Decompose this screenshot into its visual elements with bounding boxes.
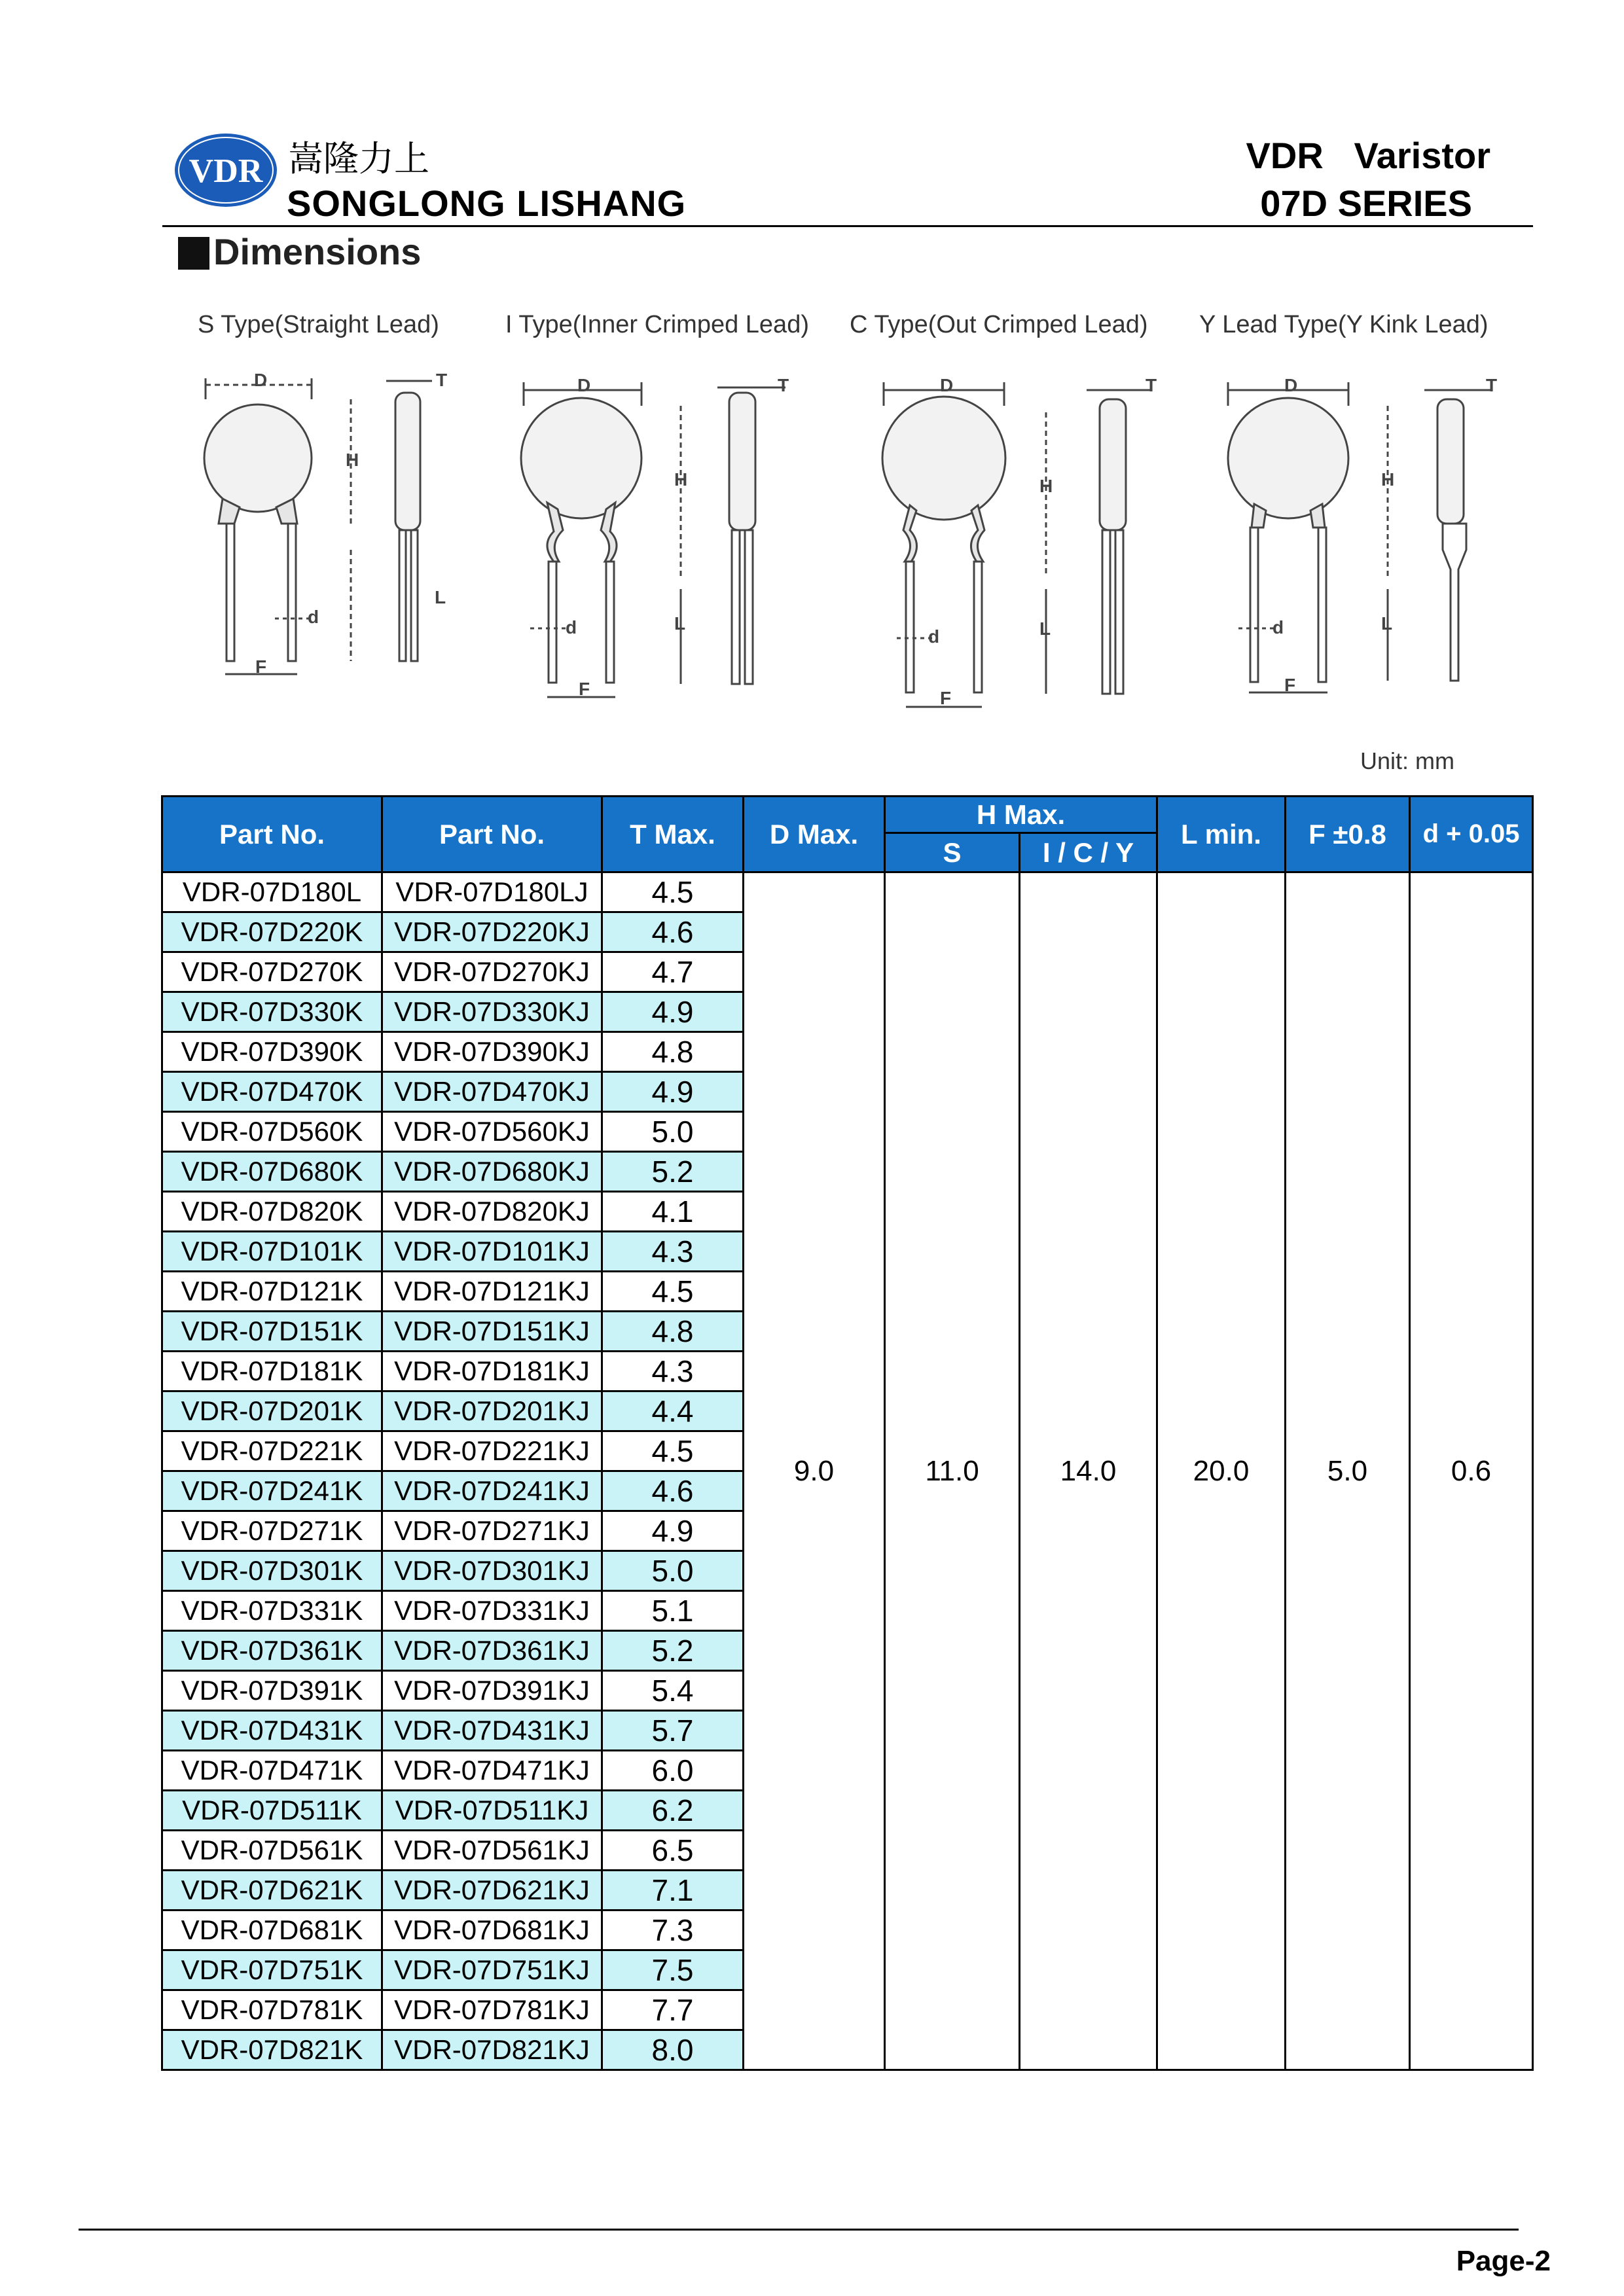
table-row [162,872,1533,912]
section-title: Dimensions [213,231,422,272]
company-name-en: SONGLONG LISHANG [287,183,687,224]
t-max-cell: 4.6 [602,912,744,952]
part-no-cell: VDR-07D561K [162,1831,382,1871]
part-no-j-cell: VDR-07D821KJ [382,2030,602,2070]
part-no-cell: VDR-07D680K [162,1152,382,1192]
i-type-drawing [521,382,785,697]
t-max-cell: 4.3 [602,1352,744,1391]
t-max-cell: 5.2 [602,1631,744,1671]
t-max-cell: 6.2 [602,1791,744,1831]
dim-d-c: D [940,375,954,395]
dim-dd-y: d [1272,617,1284,637]
header-rule [162,225,1533,227]
type-label-i: I Type(Inner Crimped Lead) [505,311,809,338]
t-max-cell: 5.1 [602,1591,744,1631]
t-max-cell: 4.3 [602,1232,744,1272]
part-no-cell: VDR-07D181K [162,1352,382,1391]
part-no-j-cell: VDR-07D241KJ [382,1471,602,1511]
company-name-cn: 嵩隆力上 [288,138,429,179]
part-no-j-cell: VDR-07D180LJ [382,872,602,912]
header-l-min: L min. [1157,797,1286,872]
spec-table [161,795,1534,2071]
part-no-cell: VDR-07D270K [162,952,382,992]
t-max-cell: 6.0 [602,1751,744,1791]
unit-label: Unit: mm [1360,747,1454,774]
part-no-j-cell: VDR-07D511KJ [382,1791,602,1831]
dim-f-i: F [579,679,590,699]
t-max-cell: 4.1 [602,1192,744,1232]
t-max-cell: 8.0 [602,2030,744,2070]
dim-f-c: F [940,688,952,708]
part-no-j-cell: VDR-07D391KJ [382,1671,602,1711]
part-no-j-cell: VDR-07D181KJ [382,1352,602,1391]
t-max-cell: 4.6 [602,1471,744,1511]
header-h-max: H Max. [885,797,1157,833]
section-marker-icon [178,237,209,270]
t-max-cell: 7.1 [602,1871,744,1910]
part-no-cell: VDR-07D220K [162,912,382,952]
t-max-cell: 4.5 [602,1431,744,1471]
part-no-j-cell: VDR-07D820KJ [382,1192,602,1232]
part-no-j-cell: VDR-07D361KJ [382,1631,602,1671]
part-no-j-cell: VDR-07D680KJ [382,1152,602,1192]
footer-rule [79,2229,1519,2231]
s-type-drawing [204,378,432,674]
part-no-cell: VDR-07D271K [162,1511,382,1551]
part-no-cell: VDR-07D470K [162,1072,382,1112]
t-max-cell: 4.9 [602,1072,744,1112]
part-no-j-cell: VDR-07D331KJ [382,1591,602,1631]
t-max-cell: 4.5 [602,1272,744,1312]
page-number: Page-2 [1456,2245,1551,2277]
part-no-j-cell: VDR-07D330KJ [382,992,602,1032]
part-no-j-cell: VDR-07D121KJ [382,1272,602,1312]
part-no-cell: VDR-07D101K [162,1232,382,1272]
t-max-cell: 4.7 [602,952,744,992]
dim-f-s: F [255,656,267,677]
part-no-cell: VDR-07D391K [162,1671,382,1711]
common-l-min-cell: 20.0 [1157,872,1286,2070]
c-type-drawing [882,382,1152,707]
logo-text: VDR [189,152,263,190]
part-no-cell: VDR-07D511K [162,1791,382,1831]
part-no-cell: VDR-07D431K [162,1711,382,1751]
common-d-wire-cell: 0.6 [1410,872,1533,2070]
part-no-j-cell: VDR-07D220KJ [382,912,602,952]
part-no-j-cell: VDR-07D431KJ [382,1711,602,1751]
t-max-cell: 4.8 [602,1032,744,1072]
dim-dd-i: d [566,617,577,637]
dim-l-s: L [435,587,446,607]
part-no-cell: VDR-07D361K [162,1631,382,1671]
dim-t-y: T [1486,375,1498,395]
t-max-cell: 5.0 [602,1551,744,1591]
t-max-cell: 4.8 [602,1312,744,1352]
dim-l-c: L [1039,619,1051,639]
header-h-icy: I / C / Y [1020,833,1157,872]
part-no-cell: VDR-07D681K [162,1910,382,1950]
type-label-y: Y Lead Type(Y Kink Lead) [1199,311,1489,338]
t-max-cell: 6.5 [602,1831,744,1871]
part-no-j-cell: VDR-07D101KJ [382,1232,602,1272]
part-no-j-cell: VDR-07D301KJ [382,1551,602,1591]
part-no-j-cell: VDR-07D221KJ [382,1431,602,1471]
dim-d-s: D [254,370,268,390]
part-no-j-cell: VDR-07D201KJ [382,1391,602,1431]
part-no-j-cell: VDR-07D621KJ [382,1871,602,1910]
dim-d-i: D [577,375,591,395]
part-no-cell: VDR-07D821K [162,2030,382,2070]
part-no-j-cell: VDR-07D151KJ [382,1312,602,1352]
part-no-cell: VDR-07D751K [162,1950,382,1990]
common-f-cell: 5.0 [1286,872,1410,2070]
header-d-wire: d + 0.05 [1410,797,1533,872]
header-part-no-2: Part No. [382,797,602,872]
doc-title: VDR Varistor [1246,135,1490,176]
part-no-cell: VDR-07D390K [162,1032,382,1072]
common-h-icy-cell: 14.0 [1020,872,1157,2070]
part-no-j-cell: VDR-07D470KJ [382,1072,602,1112]
doc-series: 07D SERIES [1260,183,1472,224]
dim-t-i: T [778,375,789,395]
t-max-cell: 4.9 [602,1511,744,1551]
part-no-j-cell: VDR-07D471KJ [382,1751,602,1791]
part-no-cell: VDR-07D471K [162,1751,382,1791]
part-no-cell: VDR-07D180L [162,872,382,912]
part-no-cell: VDR-07D151K [162,1312,382,1352]
dim-dd-s: d [308,607,319,627]
dim-h-s: H [346,450,359,470]
t-max-cell: 7.7 [602,1990,744,2030]
header-f: F ±0.8 [1286,797,1410,872]
dim-l-y: L [1381,613,1393,634]
header-t-max: T Max. [602,797,744,872]
common-d-max-cell: 9.0 [744,872,885,2070]
t-max-cell: 7.5 [602,1950,744,1990]
t-max-cell: 4.5 [602,872,744,912]
t-max-cell: 5.0 [602,1112,744,1152]
part-no-cell: VDR-07D560K [162,1112,382,1152]
part-no-j-cell: VDR-07D390KJ [382,1032,602,1072]
type-label-c: C Type(Out Crimped Lead) [850,311,1148,338]
header-h-s: S [885,833,1020,872]
dim-dd-c: d [928,626,940,647]
header-part-no-1: Part No. [162,797,382,872]
part-no-j-cell: VDR-07D560KJ [382,1112,602,1152]
t-max-cell: 5.2 [602,1152,744,1192]
t-max-cell: 5.7 [602,1711,744,1751]
t-max-cell: 4.4 [602,1391,744,1431]
t-max-cell: 7.3 [602,1910,744,1950]
dim-t-c: T [1146,375,1157,395]
t-max-cell: 4.9 [602,992,744,1032]
t-max-cell: 5.4 [602,1671,744,1711]
dim-l-i: L [674,613,686,634]
part-no-cell: VDR-07D201K [162,1391,382,1431]
dim-f-y: F [1284,675,1296,695]
part-no-j-cell: VDR-07D270KJ [382,952,602,992]
dim-h-i: H [674,469,688,490]
part-no-cell: VDR-07D621K [162,1871,382,1910]
dim-d-y: D [1284,375,1298,395]
type-label-s: S Type(Straight Lead) [198,311,439,338]
dim-t-s: T [436,370,448,390]
company-logo [173,131,278,209]
common-h-s-cell: 11.0 [885,872,1020,2070]
part-no-j-cell: VDR-07D781KJ [382,1990,602,2030]
part-no-j-cell: VDR-07D681KJ [382,1910,602,1950]
part-no-cell: VDR-07D121K [162,1272,382,1312]
y-type-drawing [1228,382,1492,692]
part-no-cell: VDR-07D330K [162,992,382,1032]
part-no-cell: VDR-07D241K [162,1471,382,1511]
part-no-cell: VDR-07D781K [162,1990,382,2030]
part-no-cell: VDR-07D331K [162,1591,382,1631]
header-d-max: D Max. [744,797,885,872]
part-no-cell: VDR-07D221K [162,1431,382,1471]
part-no-j-cell: VDR-07D271KJ [382,1511,602,1551]
dim-h-y: H [1381,469,1395,490]
part-no-j-cell: VDR-07D561KJ [382,1831,602,1871]
part-no-j-cell: VDR-07D751KJ [382,1950,602,1990]
part-no-cell: VDR-07D301K [162,1551,382,1591]
part-no-cell: VDR-07D820K [162,1192,382,1232]
dim-h-c: H [1039,476,1053,496]
